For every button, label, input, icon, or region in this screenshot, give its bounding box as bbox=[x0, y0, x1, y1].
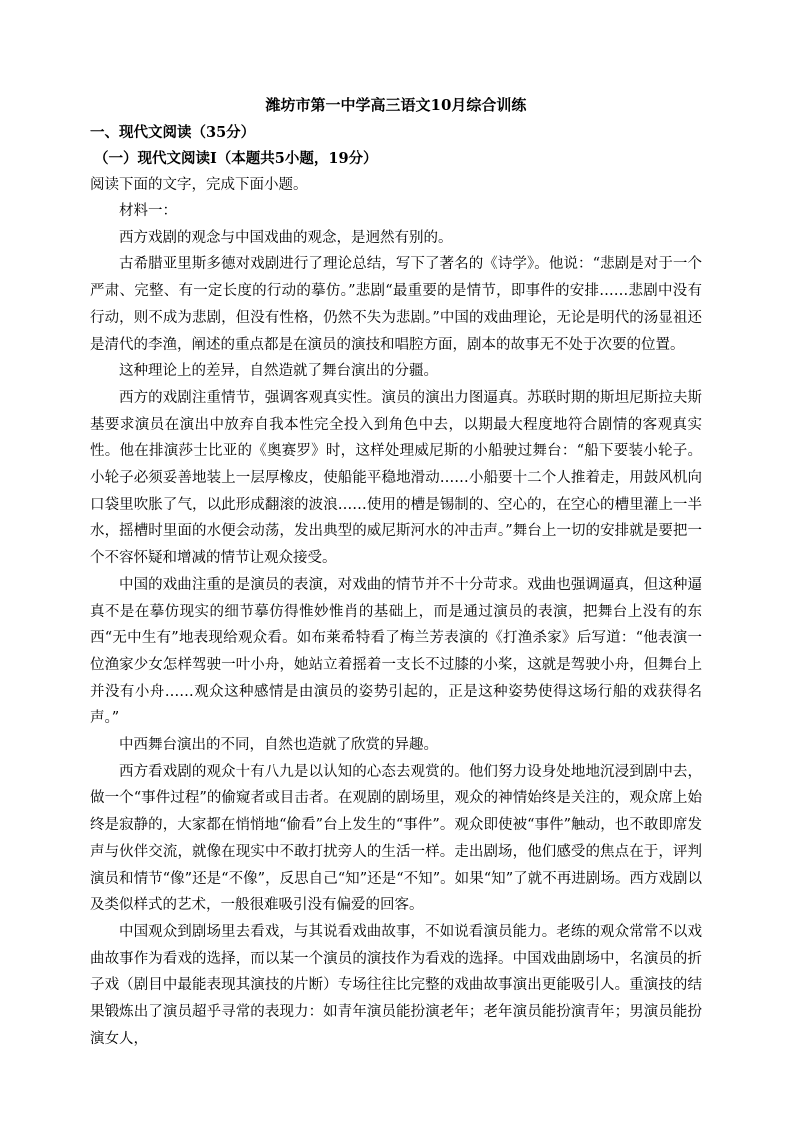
section-heading: 一、现代文阅读（35分） bbox=[90, 124, 256, 141]
material-label: 材料一： bbox=[119, 203, 177, 219]
paragraph: 中国的戏曲注重的是演员的表演，对戏曲的情节并不十分苛求。戏曲也强调逼真，但这种逼真不是在摹仿现实的细节摹仿得惟妙惟肖的基础上，而是通过演员的表演，把舞台上没有的东西“无中生有”地表现给观众看。如布莱希特看了梅兰芳表演的《打渔杀家》后写道：“他表演一位渔家少女怎样驾驶一叶小舟，她站立着摇着一支长不过膝的小桨，这就是驾驶小舟，但舞台上并没有小舟……观众这种感情是由演员的姿势引起的，正是这种姿势使得这场行船的戏获得名声。” bbox=[90, 576, 702, 727]
paragraph: 西方的戏剧注重情节，强调客观真实性。演员的演出力图逼真。苏联时期的斯坦尼斯拉夫斯基要求演员在演出中放弃自我本性完全投入到角色中去，以期最大程度地符合剧情的客观真实性。他在排演莎士比亚的《奥赛罗》时，这样处理威尼斯的小船驶过舞台：“船下要装小轮子。小轮子必须妥善地装上一层厚橡皮，使船能平稳地滑动……小船要十二个人推着走，用鼓风机向口袋里吹胀了气，以此形成翻滚的波浪……使用的槽是锡制的、空心的，在空心的槽里灌上一半水，摇槽时里面的水便会动荡，发出典型的威尼斯河水的冲击声。”舞台上一切的安排就是要把一个不容怀疑和增减的情节让观众接受。 bbox=[90, 389, 702, 567]
paragraph: 中国观众到剧场里去看戏，与其说看戏曲故事，不如说看演员能力。老练的观众常常不以戏曲故事作为看戏的选择，而以某一个演员的演技作为看戏的选择。中国戏曲剧场中，名演员的折子戏（剧目中最能表现其演技的片断）专场往往比完整的戏曲故事演出更能吸引人。重演技的结果锻炼出了演员超乎寻常的表现力：如青年演员能扮演老年；老年演员能扮演青年；男演员能扮演女人， bbox=[90, 923, 702, 1047]
paragraph: 西方看戏剧的观众十有八九是以认知的心态去观赏的。他们努力设身处地地沉浸到剧中去，做一个“事件过程”的偷窥者或目击者。在观剧的剧场里，观众的神情始终是关注的，观众席上始终是寂静的，大家都在悄悄地“偷看”台上发生的“事件”。观众即使被“事件”触动，也不敢即席发声与伙伴交流，就像在现实中不敢打扰旁人的生活一样。走出剧场，他们感受的焦点在于，评判演员和情节“像”还是“不像”，反思自己“知”还是“不知”。如果“知”了就不再进剧场。西方戏剧以及类似样式的艺术，一般很难吸引没有偏爱的回客。 bbox=[90, 763, 702, 914]
paragraph: 古希腊亚里斯多德对戏剧进行了理论总结，写下了著名的《诗学》。他说：“悲剧是对于一个严肃、完整、有一定长度的行动的摹仿。”悲剧“最重要的是情节，即事件的安排……悲剧中没有行动，则不成为悲剧，但没有性格，仍然不失为悲剧。”中国的戏曲理论，无论是明代的汤显祖还是清代的李渔，阐述的重点都是在演员的演技和唱腔方面，剧本的故事无不处于次要的位置。 bbox=[90, 256, 702, 353]
subsection-heading: （一）现代文阅读Ⅰ（本题共5小题，19分） bbox=[94, 150, 378, 167]
document-title: 潍坊市第一中学高三语文10月综合训练 bbox=[265, 96, 527, 114]
paragraph: 中西舞台演出的不同，自然也造就了欣赏的异趣。 bbox=[119, 737, 438, 754]
paragraph: 这种理论上的差异，自然造就了舞台演出的分疆。 bbox=[119, 363, 438, 380]
document-page bbox=[90, 92, 702, 1053]
paragraph: 西方戏剧的观念与中国戏曲的观念，是迥然有别的。 bbox=[119, 229, 453, 246]
reading-instruction: 阅读下面的文字，完成下面小题。 bbox=[90, 177, 308, 193]
